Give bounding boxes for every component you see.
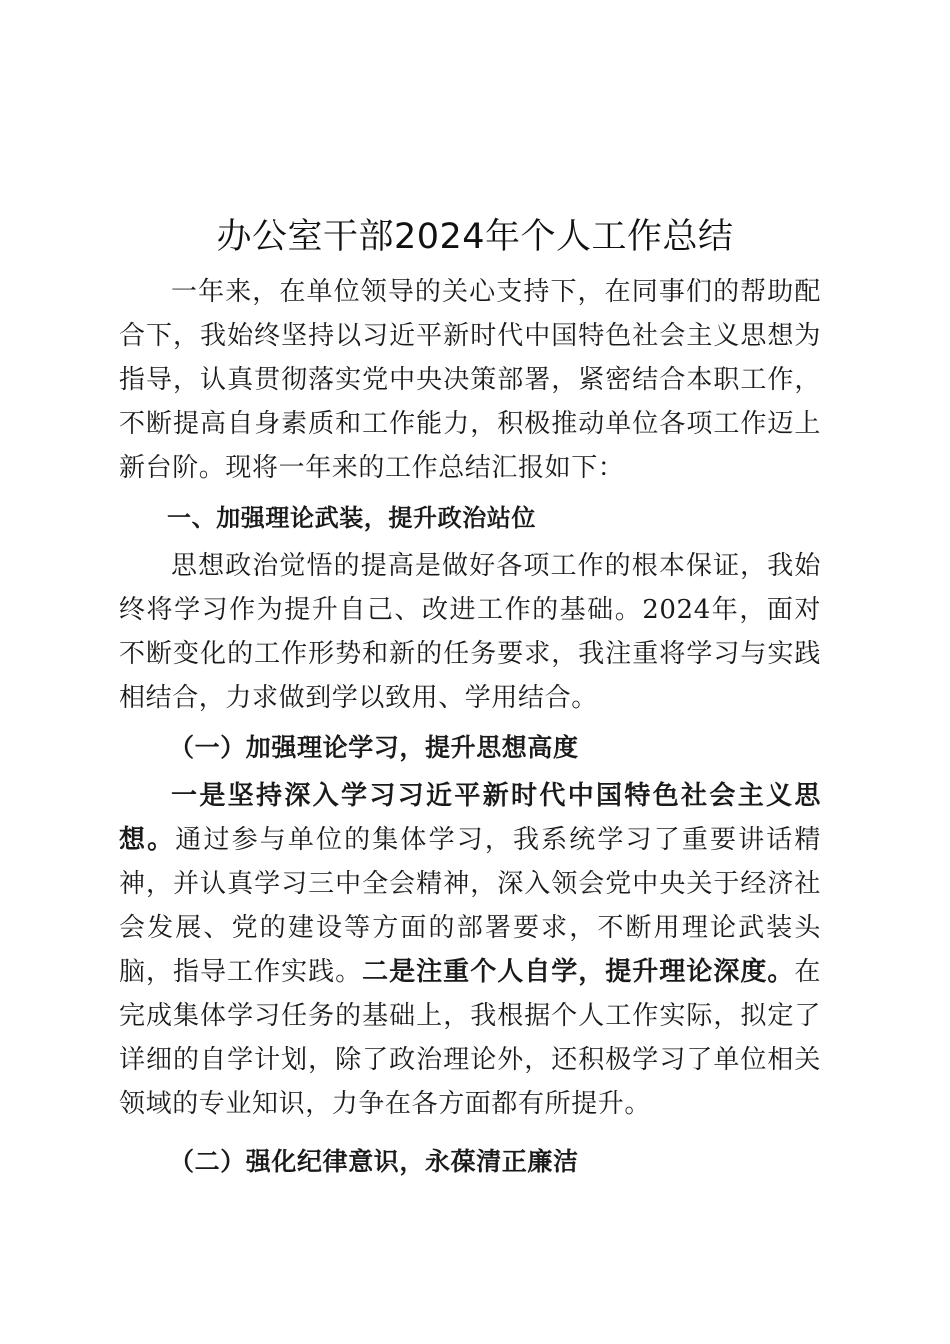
- section-1-paragraph: 思想政治觉悟的提高是做好各项工作的根本保证，我始终将学习作为提升自己、改进工作的基础。2024年，面对不断变化的工作形势和新的任务要求，我注重将学习与实践相结合，力求做到学以致用、学用结合。: [119, 551, 821, 713]
- subsection-heading-1: （一）加强理论学习，提升思想高度: [169, 733, 579, 762]
- document-body: [119, 270, 821, 1188]
- document-title: 办公室干部2024年个人工作总结: [216, 217, 734, 257]
- subsection-heading-2: （二）强化纪律意识，永葆清正廉洁: [169, 1147, 579, 1176]
- lead-point-2: 二是注重个人自学，提升理论深度。: [362, 957, 795, 987]
- point-2-text: 在完成集体学习任务的基础上，我根据个人工作实际，拟定了详细的自学计划，除了政治理论外，还积极学习了单位相关领域的专业知识，力争在各方面都有所提升。: [119, 957, 821, 1119]
- section-heading-1: 一、加强理论武装，提升政治站位: [167, 504, 536, 532]
- intro-paragraph: 一年来，在单位领导的关心支持下，在同事们的帮助配合下，我始终坚持以习近平新时代中国特色社会主义思想为指导，认真贯彻落实党中央决策部署，紧密结合本职工作，不断提高自身素质和工作能力，积极推动单位各项工作迈上新台阶。现将一年来的工作总结汇报如下：: [119, 277, 821, 483]
- point-1-text: 通过参与单位的集体学习，我系统学习了重要讲话精神，并认真学习三中全会精神，深入领会党中央关于经济社会发展、党的建设等方面的部署要求，不断用理论武装头脑，指导工作实践。: [119, 825, 821, 987]
- lead-point-1: 一是坚持深入学习习近平新时代中国特色社会主义思想。: [119, 781, 821, 855]
- subsection-1-paragraph: [119, 774, 821, 1126]
